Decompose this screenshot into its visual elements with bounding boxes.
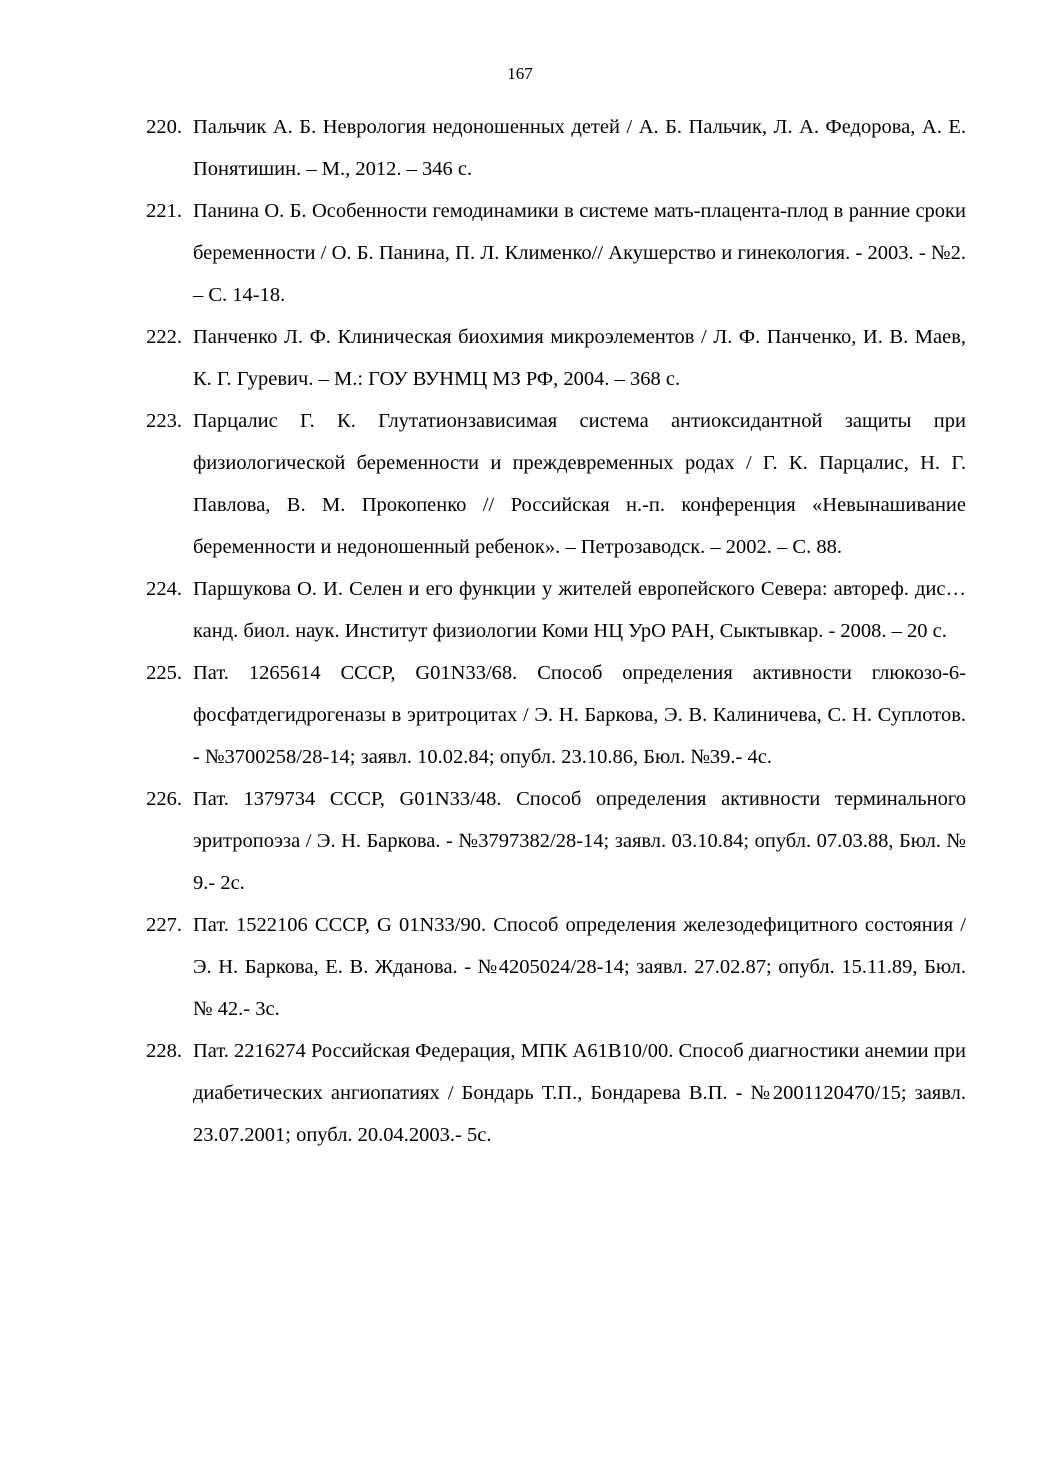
reference-list [0,106,1040,1156]
reference-text: Пат. 1522106 СССР, G 01N33/90. Способ определения железодефицитного состояния / Э. Н. Баркова, Е. В. Жданова. - №4205024/28-14; заявл. 27.02.87; опубл. 15.11.89, Бюл. № 42.- 3с. [193,914,966,1020]
reference-item [0,652,1040,778]
reference-number: 220. [146,116,182,138]
reference-item [0,106,1040,190]
reference-number: 221. [146,200,182,222]
reference-item [0,904,1040,1030]
reference-item [0,778,1040,904]
reference-number: 223. [146,410,182,432]
reference-item [0,190,1040,316]
reference-item [0,568,1040,652]
reference-number: 226. [146,788,182,810]
reference-number: 224. [146,578,182,600]
reference-text: Пат. 2216274 Российская Федерация, МПК А61В10/00. Способ диагностики анемии при диабетических ангиопатиях / Бондарь Т.П., Бондарева В.П. - №2001120470/15; заявл. 23.07.2001; опубл. 20.04.2003.- 5с. [193,1040,966,1146]
reference-text: Пат. 1265614 СССР, G01N33/68. Способ определения активности глюкозо-6-фосфатдегидрогеназы в эритроцитах / Э. Н. Баркова, Э. В. Калиничева, С. Н. Суплотов. - №3700258/28-14; заявл. 10.02.84; опубл. 23.10.86, Бюл. №39.- 4с. [193,662,966,768]
reference-text: Паршукова О. И. Селен и его функции у жителей европейского Севера: автореф. дис…канд. биол. наук. Институт физиологии Коми НЦ УрО РАН, Сыктывкар. - 2008. – 20 с. [193,578,966,642]
reference-number: 228. [146,1040,182,1062]
reference-text: Пальчик А. Б. Неврология недоношенных детей / А. Б. Пальчик, Л. А. Федорова, А. Е. Понятишин. – М., 2012. – 346 с. [193,116,966,180]
reference-item [0,1030,1040,1156]
reference-text: Панченко Л. Ф. Клиническая биохимия микроэлементов / Л. Ф. Панченко, И. В. Маев, К. Г. Гуревич. – М.: ГОУ ВУНМЦ МЗ РФ, 2004. – 368 с. [193,326,966,390]
reference-item [0,400,1040,568]
page-number: 167 [507,64,533,83]
reference-text: Пат. 1379734 СССР, G01N33/48. Способ определения активности терминального эритропоэза / Э. Н. Баркова. - №3797382/28-14; заявл. 03.10.84; опубл. 07.03.88, Бюл. № 9.- 2с. [193,788,966,894]
reference-number: 227. [146,914,182,936]
reference-item [0,316,1040,400]
reference-text: Парцалис Г. К. Глутатионзависимая система антиоксидантной защиты при физиологической беременности и преждевременных родах / Г. К. Парцалис, Н. Г. Павлова, В. М. Прокопенко // Российская н.-п. конференция «Невынашивание беременности и недоношенный ребенок». – Петрозаводск. – 2002. – С. 88. [193,410,966,558]
reference-number: 222. [146,326,182,348]
reference-number: 225. [146,662,182,684]
reference-text: Панина О. Б. Особенности гемодинамики в системе мать-плацента-плод в ранние сроки беременности / О. Б. Панина, П. Л. Клименко// Акушерство и гинекология. - 2003. - №2. – С. 14-18. [193,200,966,306]
